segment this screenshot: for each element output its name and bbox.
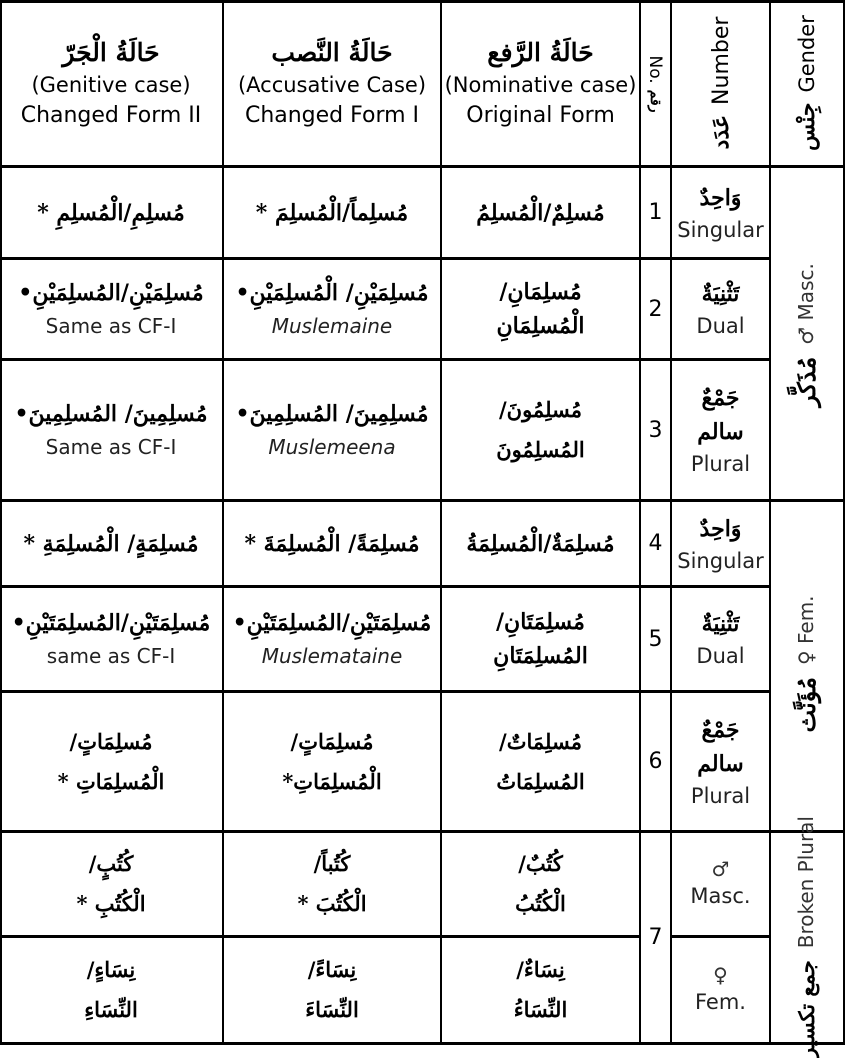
number-label: Number (708, 16, 734, 105)
row7a-number (672, 833, 769, 935)
number-english: Masc. (690, 884, 751, 908)
form-text: مُسلِماً/الْمُسلِمَ * (255, 199, 409, 226)
row6-number (672, 693, 769, 830)
row6-nominative (442, 693, 639, 830)
row5-no (641, 588, 670, 690)
form-text: المُسلِمُونَ (496, 437, 585, 462)
row6-genitive (0, 693, 222, 830)
accusative-arabic: حَالَةُ النَّصب (271, 38, 393, 67)
row1-accusative (224, 168, 440, 257)
form-text: الْكُتُبَ * (297, 891, 367, 916)
form-text: مُسلِمَاتٌ/ (499, 728, 582, 754)
form-text: كُتُبٌ/ (518, 851, 563, 876)
row3-nominative (442, 361, 639, 499)
form-text: مُسلِمَةٍ/ الْمُسلِمَةِ * (23, 530, 199, 557)
gender-fem-label: ♀ Fem. (794, 595, 818, 666)
row4-no (641, 502, 670, 585)
row1-nominative (442, 168, 639, 257)
form-text: المُسلِمَتَانِ (493, 643, 588, 669)
row7a-nominative (442, 833, 639, 935)
row-number: 1 (648, 200, 663, 225)
number-arabic: وَاحِدٌ (699, 515, 742, 542)
number-english: Singular (677, 217, 764, 242)
number-english: Plural (690, 452, 751, 476)
form-note: same as CF-I (46, 644, 176, 668)
gender-fem-arabic: مُؤَنَّث (791, 677, 821, 733)
row2-accusative (224, 260, 440, 358)
row7b-genitive (0, 938, 222, 1042)
header-genitive (0, 3, 222, 165)
number-english: Dual (696, 314, 745, 338)
number-arabic: سالم (697, 750, 744, 777)
form-text: كُتُباً/ (313, 851, 351, 876)
number-arabic: تَثْنِيَةٌ (701, 281, 740, 307)
row-number: 3 (648, 417, 663, 443)
row1-genitive (0, 168, 222, 257)
form-text: النِّسَاءُ (513, 997, 568, 1022)
form-transliteration: Muslemaine (271, 314, 393, 338)
rule (769, 0, 771, 1045)
header-no (640, 6, 670, 162)
form-text: مُسلِمُونَ/ (498, 397, 582, 422)
number-arabic: جَمْعٌ (701, 385, 740, 411)
form-text: مُسلِمَةٌ/الْمُسلِمَةُ (466, 530, 615, 557)
row2-no (641, 260, 670, 358)
form-note: Same as CF-I (45, 314, 177, 338)
number-arabic: جَمْعٌ (701, 716, 740, 743)
row1-no (641, 168, 670, 257)
form-text: مُسلِمَتَانِ/ (496, 609, 585, 635)
form-text: النِّسَاءِ (84, 997, 138, 1022)
gender-broken-label: Broken Plural (794, 816, 818, 949)
form-text: نِسَاءٌ/ (516, 957, 565, 982)
row2-number (672, 260, 769, 358)
gender-label: Gender (795, 15, 819, 93)
number-english: Dual (696, 644, 745, 668)
no-arabic: رقم (647, 89, 663, 113)
form-text: مُسلِمَاتٍ/ (290, 728, 374, 754)
row7a-genitive (0, 833, 222, 935)
gender-broken-plural (786, 816, 826, 1058)
number-arabic: وَاحِدٌ (699, 184, 742, 211)
form-text: مُسلِمَةً/ الْمُسلِمَةَ * (244, 530, 420, 557)
row7b-number (672, 938, 769, 1042)
header-number (701, 5, 741, 161)
row7a-accusative (224, 833, 440, 935)
form-text: الْكُتُبِ * (76, 891, 146, 916)
row-number: 7 (648, 925, 663, 950)
row4-nominative (442, 502, 639, 585)
number-arabic: سالم (697, 419, 744, 445)
accusative-label: (Accusative Case) (237, 73, 427, 97)
gender-masc-arabic: مُذَكَّر (791, 356, 821, 407)
form-text: الْمُسلِمَاتِ * (57, 768, 165, 794)
form-text: مُسلِمَتَيْنِ/المُسلِمَتَيْنِ• (11, 610, 211, 636)
row6-accusative (224, 693, 440, 830)
number-english: Fem. (695, 990, 746, 1014)
form-text: مُسلِمِينَ/ المُسلِمِينَ• (235, 401, 429, 427)
row-number: 2 (648, 296, 663, 322)
gender-masc-label: ♂ Masc. (794, 263, 818, 345)
form-text: مُسلِمَيْنِ/ الْمُسلِمَيْنِ• (235, 280, 429, 306)
row7-no (641, 833, 670, 1042)
accusative-form: Changed Form I (244, 103, 420, 128)
masc-symbol-icon: ♂ (711, 857, 730, 881)
row2-nominative (442, 260, 639, 358)
form-transliteration: Muslemeena (268, 435, 396, 459)
number-english: Singular (677, 548, 764, 573)
form-text: نِسَاءً/ (307, 957, 357, 982)
row4-accusative (224, 502, 440, 585)
row7b-accusative (224, 938, 440, 1042)
form-text: الْمُسلِمَانِ (496, 313, 585, 339)
row6-no (641, 693, 670, 830)
row5-genitive (0, 588, 222, 690)
form-text: مُسلِمَتَيْنِ/المُسلِمَتَيْنِ• (232, 610, 432, 636)
number-arabic: عَدَد (708, 114, 734, 150)
form-text: مُسلِمٌ/الْمُسلِمُ (476, 199, 605, 226)
nominative-label: (Nominative case) (444, 73, 637, 97)
row-number: 5 (648, 626, 663, 652)
gender-fem (786, 524, 826, 804)
nominative-form: Original Form (466, 103, 615, 128)
nominative-arabic: حَالَةُ الرَّفع (487, 38, 594, 67)
row3-accusative (224, 361, 440, 499)
header-nominative (442, 3, 639, 165)
form-text: مُسلِمِ/الْمُسلِمِ * (37, 199, 185, 226)
gender-broken-arabic: جمع تكسير (793, 960, 819, 1058)
row2-genitive (0, 260, 222, 358)
form-text: الْكُتُبُ (515, 891, 566, 916)
genitive-arabic: حَالَةُ الْجَرّ (62, 38, 160, 67)
form-text: مُسلِمِينَ/ المُسلِمِينَ• (14, 401, 208, 427)
gender-arabic: جِنْس (794, 102, 820, 151)
row4-number (672, 502, 769, 585)
form-text: نِسَاءٍ/ (86, 957, 136, 982)
header-gender (787, 5, 827, 161)
row-number: 6 (648, 749, 663, 774)
row7b-nominative (442, 938, 639, 1042)
row3-number (672, 361, 769, 499)
genitive-label: (Genitive case) (31, 73, 191, 97)
fem-symbol-icon: ♀ (713, 963, 728, 987)
row-number: 4 (648, 531, 663, 556)
number-arabic: تَثْنِيَةٌ (701, 611, 740, 637)
form-text: مُسلِمَانِ/ (499, 279, 582, 305)
form-text: الْمُسلِمَاتِ* (282, 768, 382, 794)
no-label: No. (645, 55, 665, 84)
row4-genitive (0, 502, 222, 585)
row5-accusative (224, 588, 440, 690)
form-note: Same as CF-I (45, 435, 177, 459)
row5-nominative (442, 588, 639, 690)
header-accusative (224, 3, 440, 165)
form-text: كُتُبٍ/ (88, 851, 134, 876)
form-text: مُسلِمَاتٍ/ (69, 728, 153, 754)
row5-number (672, 588, 769, 690)
genitive-form: Changed Form II (20, 103, 202, 128)
row3-no (641, 361, 670, 499)
form-text: مُسلِمَيْنِ/المُسلِمَيْنِ• (18, 280, 204, 306)
form-text: النِّسَاءَ (305, 997, 359, 1022)
form-transliteration: Muslemataine (261, 644, 403, 668)
row3-genitive (0, 361, 222, 499)
number-english: Plural (690, 783, 751, 808)
gender-masc (786, 195, 826, 475)
form-text: المُسلِمَاتُ (496, 768, 585, 794)
row1-number (672, 168, 769, 257)
